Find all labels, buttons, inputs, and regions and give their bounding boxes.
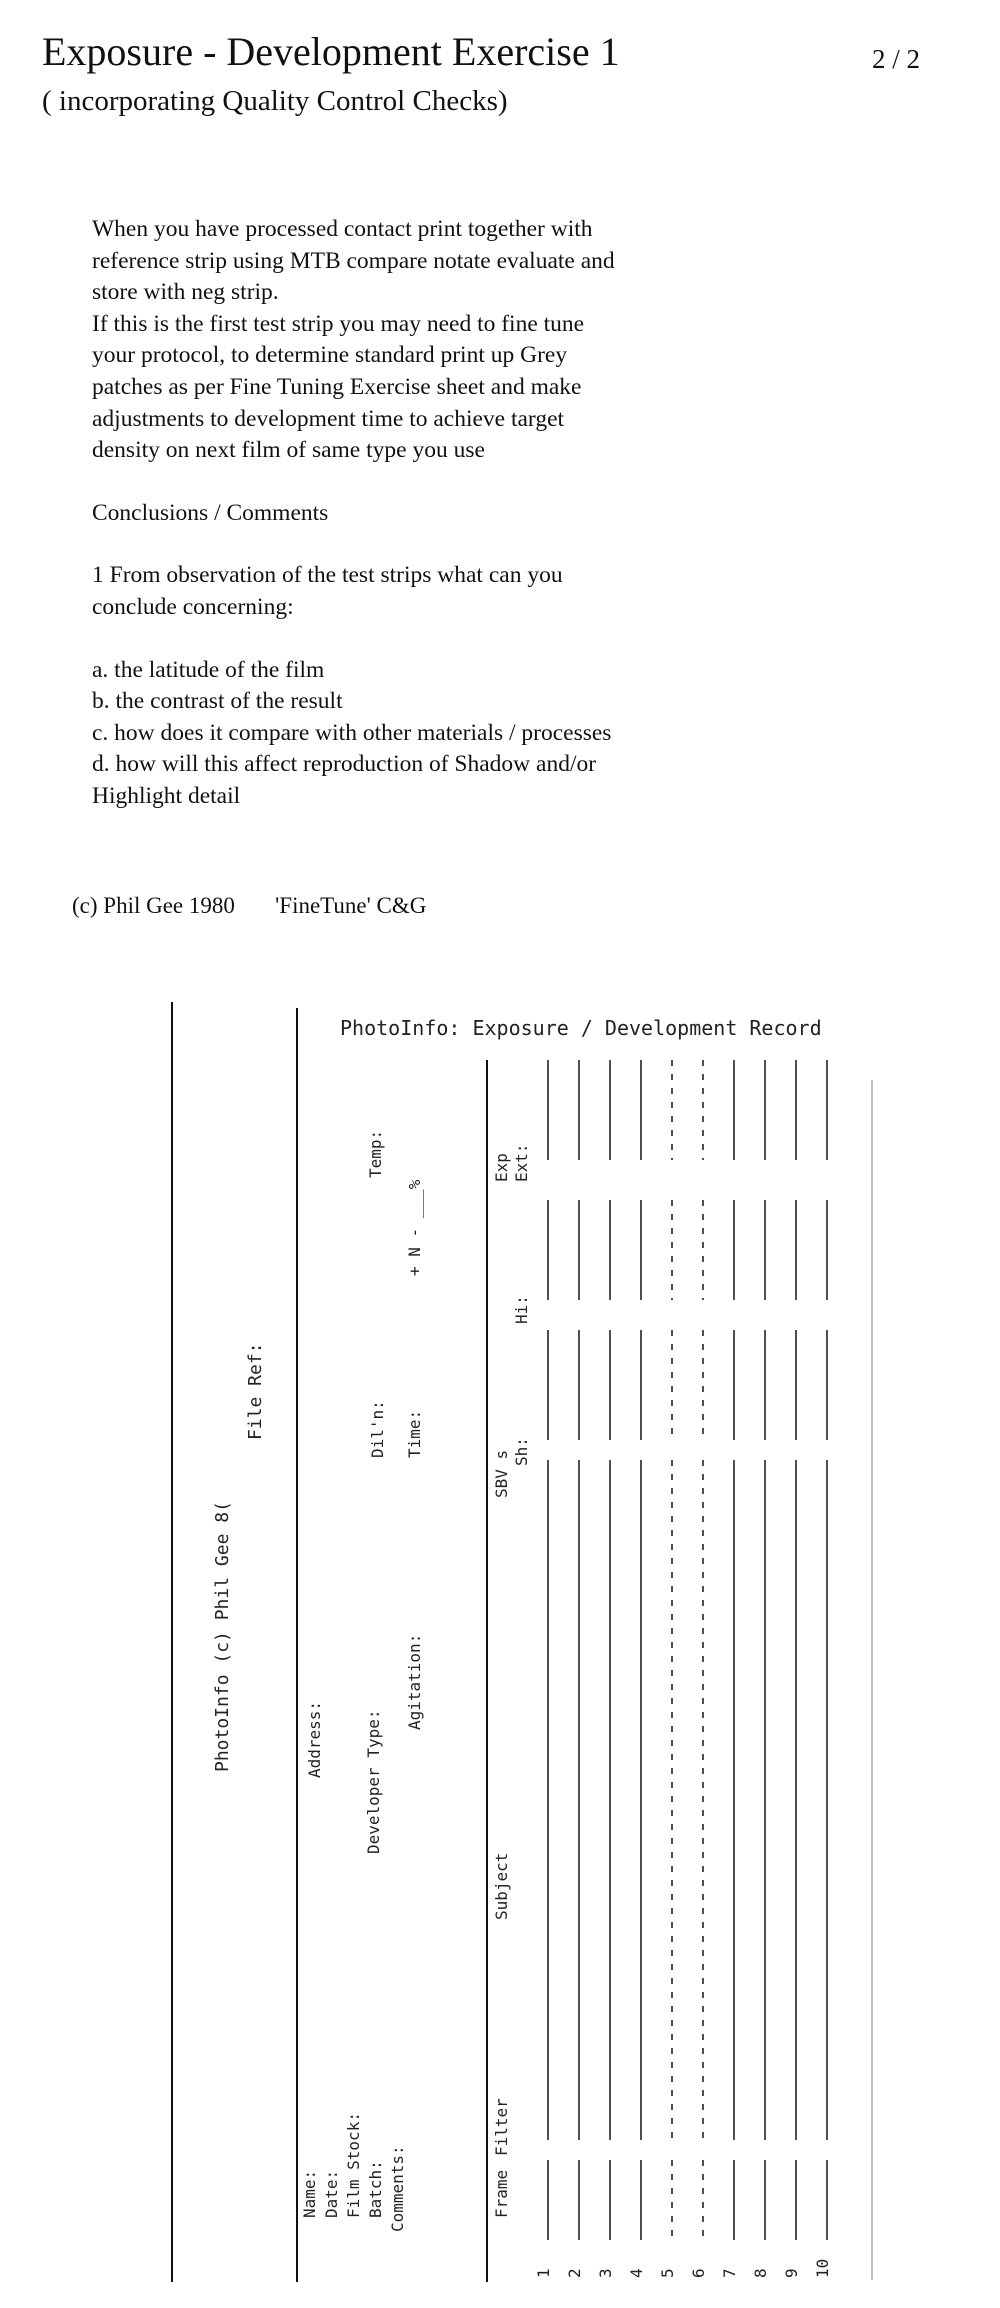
filter-column-header: Filter — [492, 2098, 511, 2156]
copyright: (c) Phil Gee 1980 — [72, 893, 235, 918]
address-label: Address: — [305, 1700, 324, 1778]
subject-column-header: Subject — [492, 1852, 511, 1920]
question-line: conclude concerning: — [92, 593, 294, 620]
list-item: a. the latitude of the film — [92, 656, 325, 683]
comments-label: Comments: — [388, 2145, 407, 2232]
conclusions-heading: Conclusions / Comments — [92, 499, 329, 526]
exercise-instructions — [92, 214, 750, 813]
batch-label: Batch: — [366, 2160, 385, 2218]
frame-number: 6 — [689, 2268, 708, 2278]
exposure-column-header: Exp — [492, 1153, 511, 1182]
reference: 'FineTune' C&G — [275, 893, 427, 918]
text-line: If this is the first test strip you may need to fine tune — [92, 310, 585, 337]
form-title: PhotoInfo: Exposure / Development Record — [340, 1016, 822, 1040]
text-line: density on next film of same type you use — [92, 437, 485, 464]
list-item: c. how does it compare with other materials / processes — [92, 719, 612, 746]
frame-number: 5 — [658, 2268, 677, 2278]
n-value-label: + N - ___% — [405, 1179, 424, 1276]
text-line: your protocol, to determine standard print up Grey — [92, 342, 568, 369]
temp-label: Temp: — [366, 1129, 385, 1178]
list-item: d. how will this affect reproduction of Shadow and/or — [92, 751, 597, 778]
page-number: 2 / 2 — [872, 44, 921, 74]
document-subtitle: ( incorporating Quality Control Checks) — [42, 85, 508, 117]
document-title: Exposure - Development Exercise 1 — [42, 29, 620, 74]
frame-number: 4 — [627, 2268, 646, 2278]
name-label: Name: — [300, 2169, 319, 2218]
frame-number: 10 — [813, 2258, 832, 2278]
dilution-label: Dil'n: — [368, 1400, 387, 1458]
footer — [72, 893, 426, 919]
file-ref-label: File Ref: — [245, 1342, 266, 1440]
frame-column-header: Frame — [492, 2169, 511, 2218]
sbv-column-header: SBV s — [492, 1449, 511, 1498]
text-line: adjustments to development time to achieve target — [92, 405, 565, 432]
list-item: Highlight detail — [92, 782, 241, 809]
exposure-development-record — [0, 960, 1000, 2308]
text-line: patches as per Fine Tuning Exercise sheet and make — [92, 373, 582, 400]
frame-number: 9 — [782, 2268, 801, 2278]
text-line: reference strip using MTB compare notate evaluate and — [92, 247, 615, 274]
frame-number: 8 — [751, 2268, 770, 2278]
highlight-column-header: Hi: — [512, 1295, 531, 1324]
frame-number: 3 — [596, 2268, 615, 2278]
question-line: 1 From observation of the test strips what can you — [92, 562, 563, 589]
frame-number: 1 — [534, 2268, 553, 2278]
film-stock-label: Film Stock: — [344, 2112, 363, 2218]
text-line: When you have processed contact print together with — [92, 216, 593, 242]
time-label: Time: — [405, 1409, 424, 1458]
list-item: b. the contrast of the result — [92, 688, 343, 715]
shadow-column-header: Sh: — [512, 1437, 531, 1466]
exposure-extra-column-header: Ext: — [512, 1143, 531, 1182]
date-label: Date: — [322, 2169, 341, 2218]
frame-number: 7 — [720, 2268, 739, 2278]
form-credit: PhotoInfo (c) Phil Gee 8( — [212, 1501, 233, 1772]
frame-number: 2 — [565, 2268, 584, 2278]
text-line: store with neg strip. — [92, 279, 279, 306]
developer-type-label: Developer Type: — [364, 1709, 383, 1854]
agitation-label: Agitation: — [405, 1633, 424, 1730]
